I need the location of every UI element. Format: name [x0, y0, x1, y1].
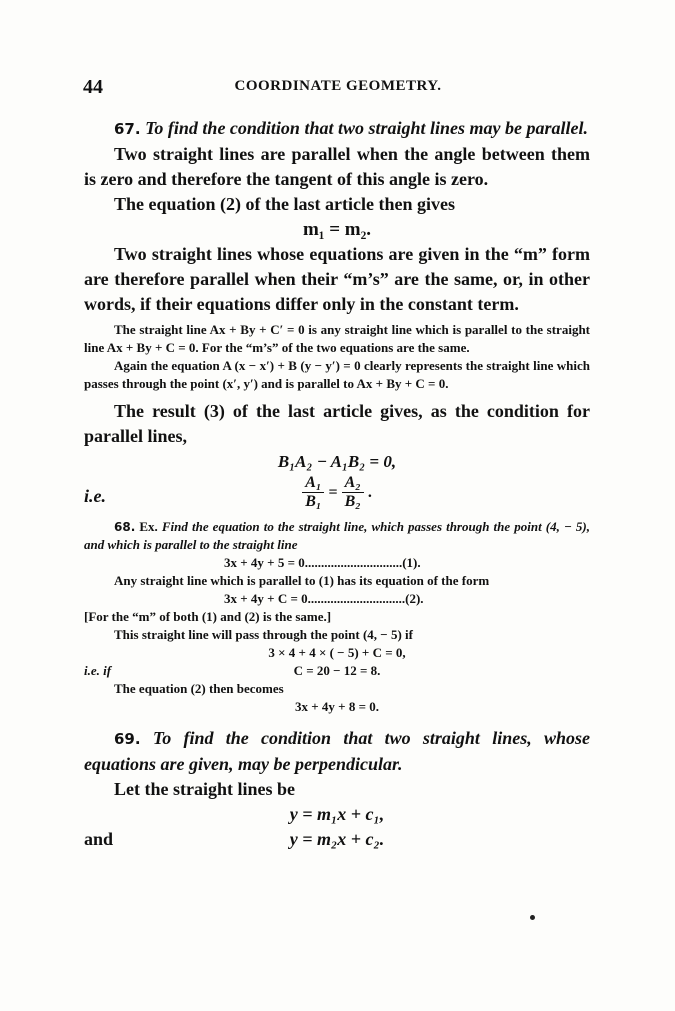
fraction-b [342, 474, 364, 511]
art67-eq3-tail: . [367, 484, 372, 501]
art69-para1: Let the straight lines be [114, 779, 295, 799]
fraction-b-numerator: A₂ [342, 474, 364, 493]
art67-small2: Again the equation A (x − x′) + B (y − y′) = 0 clearly represents the straight line which passes through the point (x′, y′) and is parallel to Ax + By + C = 0. [84, 358, 590, 391]
art67-heading [84, 116, 590, 142]
art68-number: 68. [114, 520, 136, 534]
art67-small1: The straight line Ax + By + C′ = 0 is any straight line which is parallel to the straight line Ax + By + C = 0. For the “m’s” of the two equations are the same. [84, 322, 590, 355]
art67-eq3-line [84, 474, 590, 514]
art69-eq1: y = m₁x + c₁, [289, 804, 385, 824]
art68-eq3: 3 × 4 + 4 × ( − 5) + C = 0, [268, 645, 406, 660]
art68-para2: [For the “m” of both (1) and (2) is the same.] [84, 609, 332, 624]
art69-heading [84, 726, 590, 777]
fraction-b-denominator: B₂ [344, 493, 361, 510]
page-number: 44 [83, 76, 103, 98]
art69-eq2: y = m₂x + c₂. [289, 829, 385, 849]
art68-eq5: 3x + 4y + 8 = 0. [295, 699, 379, 714]
art67-eq1: m₁ = m₂. [302, 219, 372, 240]
art67-title: To find the condition that two straight lines may be parallel. [145, 118, 588, 138]
art69-title: To find the condition that two straight lines, whose equations are given, may be perpendicular. [84, 728, 590, 774]
art68-para1: Any straight line which is parallel to (1) has its equation of the form [114, 573, 490, 588]
art68-ex-label: Ex. [139, 519, 158, 534]
fraction-a-denominator: B₁ [305, 493, 322, 510]
art67-para4: The result (3) of the last article gives, as the condition for parallel lines, [84, 401, 590, 446]
art68-title: Find the equation to the straight line, which passes through the point (4, − 5), and which is parallel to the straight line [84, 519, 590, 552]
art67-eq3: $\frac{\text{A₁}}{\text{B₁}}$ = $\frac{\text{A₂}}{\text{B₂}}$ . [84, 474, 590, 511]
fraction-a [302, 474, 324, 511]
art67-ie-label: i.e. [84, 486, 106, 506]
art69-and-label: and [84, 829, 114, 849]
art68-eq1: 3x + 4y + 5 = 0..............................(1). [224, 555, 421, 570]
art68-para4: The equation (2) then becomes [114, 681, 284, 696]
fraction-a-numerator: A₁ [302, 474, 324, 493]
art68-ieif-label: i.e. if [84, 663, 112, 678]
art69-eq2-line [84, 827, 590, 852]
ink-speck [530, 915, 535, 920]
art68-eq2: 3x + 4y + C = 0..............................(2). [224, 591, 424, 606]
page-header [83, 76, 593, 98]
page-body [84, 116, 590, 852]
art68-eq4: C = 20 − 12 = 8. [293, 663, 381, 678]
art67-para1: Two straight lines are parallel when the angle between them is zero and therefore the tangent of this angle is zero. [84, 144, 590, 189]
art67-number: 67. [114, 120, 141, 138]
art67-para3: Two straight lines whose equations are given in the “m” form are therefore parallel when their “m’s” are the same, or, in other words, if their equations differ only in the constant term. [84, 244, 590, 314]
art67-eq2: B₁A₂ − A₁B₂ = 0, [277, 452, 397, 471]
running-title: COORDINATE GEOMETRY. [234, 78, 442, 94]
art67-para2: The equation (2) of the last article then gives [114, 194, 455, 214]
art69-number: 69. [114, 730, 141, 748]
art68-para3: This straight line will pass through the point (4, − 5) if [114, 627, 413, 642]
art68-heading [84, 518, 590, 554]
art68-eq4-line [84, 662, 590, 680]
